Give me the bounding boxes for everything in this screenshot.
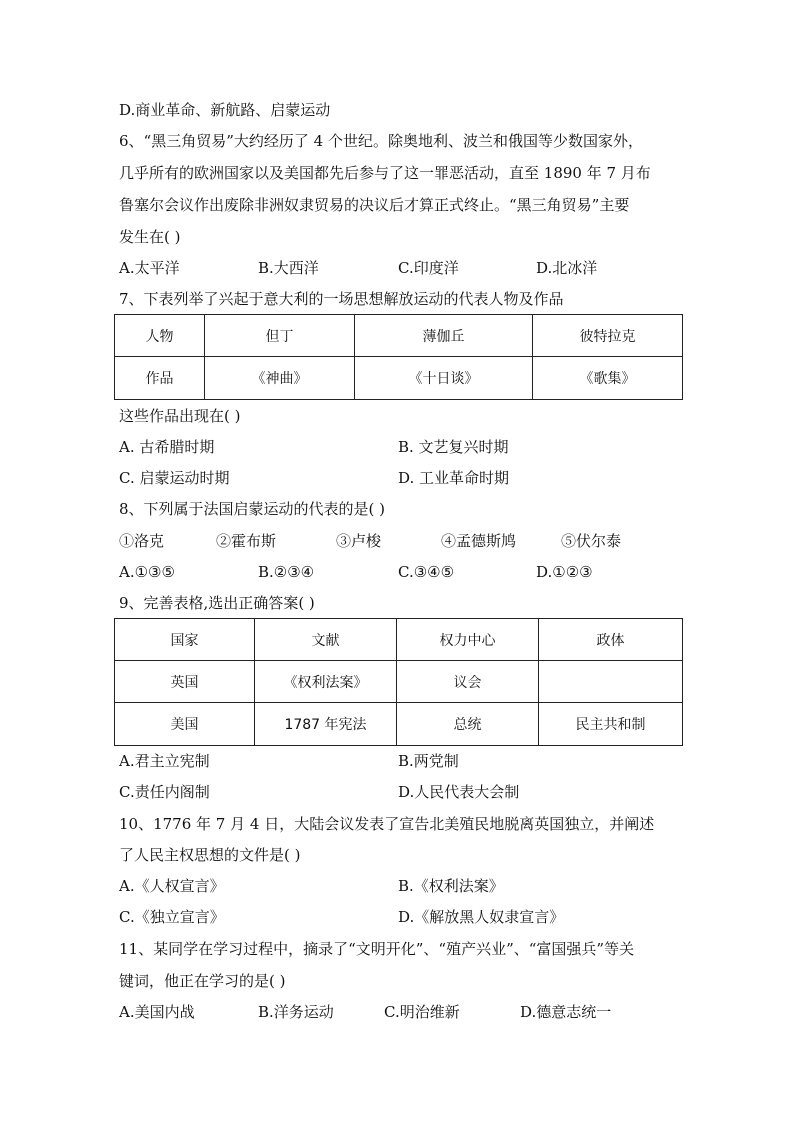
- q9-table-row-us: [115, 703, 683, 746]
- q6-stem-line-2: 几乎所有的欧洲国家以及美国都先后参与了这一罪恶活动，直至 1890 年 7 月布: [119, 164, 651, 182]
- table-header-cell: 文献: [255, 619, 397, 661]
- q9-table-row-uk: [115, 661, 683, 703]
- q7-table-row-people: [115, 315, 683, 357]
- q9-table: [114, 618, 683, 746]
- q6-option-a: A.太平洋: [119, 259, 180, 277]
- q8-option-b: B.②③④: [258, 563, 315, 581]
- table-cell-blank: [539, 661, 683, 703]
- q9-option-b: B.两党制: [398, 752, 459, 770]
- q10-option-d: D.《解放黑人奴隶宣言》: [398, 908, 565, 926]
- q8-option-d: D.①②③: [536, 563, 593, 581]
- q8-item-4: ④孟德斯鸠: [441, 532, 517, 550]
- table-cell: 薄伽丘: [355, 315, 533, 357]
- q7-table: [114, 314, 683, 400]
- table-header-cell: 国家: [115, 619, 255, 661]
- table-cell: 人物: [115, 315, 205, 357]
- q11-option-b: B.洋务运动: [258, 1003, 334, 1021]
- q8-option-c: C.③④⑤: [398, 563, 455, 581]
- q8-stem: 8、下列属于法国启蒙运动的代表的是( ): [119, 500, 386, 518]
- q8-item-1: ①洛克: [119, 532, 165, 550]
- q11-option-a: A.美国内战: [119, 1003, 195, 1021]
- q7-after-table: 这些作品出现在( ): [119, 407, 241, 425]
- q10-stem-line-1: 10、1776 年 7 月 4 日，大陆会议发表了宣告北美殖民地脱离英国独立，并阐述: [119, 815, 655, 833]
- q7-option-b: B. 文艺复兴时期: [398, 438, 509, 456]
- q10-option-a: A.《人权宣言》: [119, 877, 225, 895]
- table-cell: 《神曲》: [205, 357, 355, 400]
- q6-option-c: C.印度洋: [398, 259, 459, 277]
- table-cell: 民主共和制: [539, 703, 683, 746]
- q8-item-2: ②霍布斯: [216, 532, 277, 550]
- q8-option-a: A.①③⑤: [119, 563, 175, 581]
- table-header-cell: 政体: [539, 619, 683, 661]
- table-cell: 彼特拉克: [533, 315, 683, 357]
- q7-table-row-works: [115, 357, 683, 400]
- q10-option-c: C.《独立宣言》: [119, 908, 225, 926]
- q8-item-3: ③卢梭: [336, 532, 382, 550]
- q10-stem-line-2: 了人民主权思想的文件是( ): [119, 846, 301, 864]
- table-cell: 美国: [115, 703, 255, 746]
- q6-stem-line-1: 6、“黑三角贸易”大约经历了 4 个世纪。除奥地利、波兰和俄国等少数国家外，: [119, 132, 643, 150]
- q6-option-d: D.北冰洋: [536, 259, 598, 277]
- q11-stem-line-2: 键词，他正在学习的是( ): [119, 972, 286, 990]
- q11-option-d: D.德意志统一: [520, 1003, 612, 1021]
- table-cell: 议会: [397, 661, 539, 703]
- table-cell: 英国: [115, 661, 255, 703]
- table-cell: 1787 年宪法: [255, 703, 397, 746]
- table-cell: 《十日谈》: [355, 357, 533, 400]
- q9-option-a: A.君主立宪制: [119, 752, 210, 770]
- table-cell: 《歌集》: [533, 357, 683, 400]
- table-cell: 总统: [397, 703, 539, 746]
- table-cell: 作品: [115, 357, 205, 400]
- q5-option-d: D.商业革命、新航路、启蒙运动: [119, 101, 331, 119]
- q8-item-5: ⑤伏尔泰: [561, 532, 622, 550]
- q10-option-b: B.《权利法案》: [398, 877, 504, 895]
- table-header-cell: 权力中心: [397, 619, 539, 661]
- q6-stem-line-4: 发生在( ): [119, 228, 181, 246]
- q9-option-c: C.责任内阁制: [119, 783, 210, 801]
- table-cell: 《权利法案》: [255, 661, 397, 703]
- q7-stem: 7、下表列举了兴起于意大利的一场思想解放运动的代表人物及作品: [119, 290, 564, 308]
- q9-stem: 9、完善表格,选出正确答案( ): [119, 594, 315, 612]
- q7-option-a: A. 古希腊时期: [119, 438, 215, 456]
- q7-option-d: D. 工业革命时期: [398, 469, 510, 487]
- q7-option-c: C. 启蒙运动时期: [119, 469, 230, 487]
- q11-stem-line-1: 11、某同学在学习过程中，摘录了“文明开化”、“殖产兴业”、“富国强兵”等关: [119, 940, 635, 958]
- q6-stem-line-3: 鲁塞尔会议作出废除非洲奴隶贸易的决议后才算正式终止。“黑三角贸易”主要: [119, 196, 630, 214]
- table-cell: 但丁: [205, 315, 355, 357]
- q11-option-c: C.明治维新: [384, 1003, 460, 1021]
- q6-option-b: B.大西洋: [258, 259, 319, 277]
- q9-option-d: D.人民代表大会制: [398, 783, 520, 801]
- q9-table-header: [115, 619, 683, 661]
